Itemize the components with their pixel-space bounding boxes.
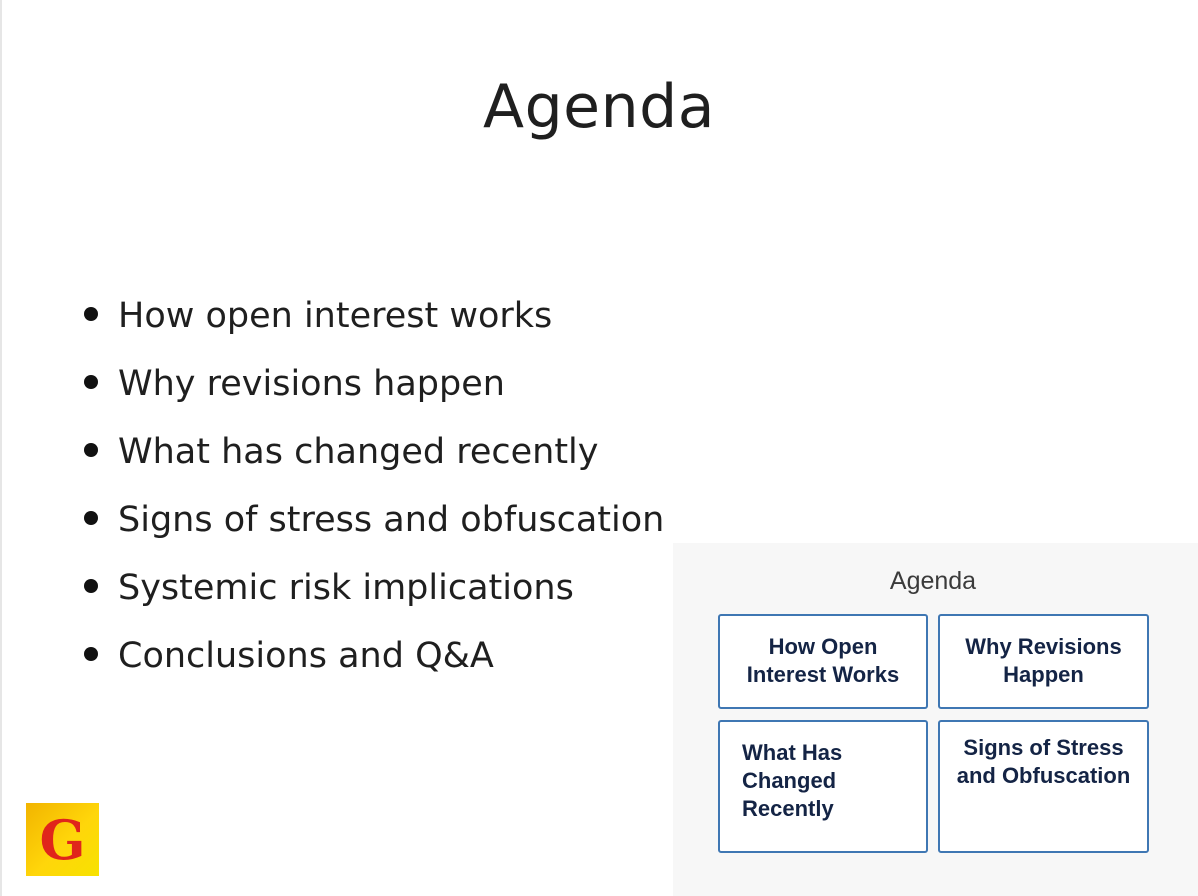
inset-title: Agenda (889, 567, 977, 595)
list-item (82, 428, 664, 496)
bullet-icon (84, 443, 98, 457)
bullet-text: What has changed recently (118, 431, 599, 472)
list-item (82, 632, 664, 700)
agenda-card-label: Signs of Stress and Obfuscation (956, 735, 1131, 788)
list-item (82, 292, 664, 360)
bullet-icon (84, 511, 98, 525)
bullet-text: Signs of stress and obfuscation (118, 499, 665, 540)
list-item (82, 360, 664, 428)
agenda-card (718, 720, 928, 853)
agenda-inset-panel (673, 543, 1198, 896)
bullet-text: Conclusions and Q&A (118, 635, 494, 676)
slide-title: Agenda (483, 72, 715, 142)
bullet-icon (84, 307, 98, 321)
bullet-text: Why revisions happen (118, 363, 505, 404)
agenda-card (938, 614, 1149, 709)
agenda-card (938, 720, 1149, 853)
logo (26, 803, 99, 876)
agenda-card-label: What Has Changed Recently (742, 740, 843, 821)
agenda-card-label: Why Revisions Happen (965, 634, 1122, 687)
bullet-text: Systemic risk implications (118, 567, 574, 608)
agenda-bullet-list (82, 292, 664, 700)
bullet-icon (84, 375, 98, 389)
agenda-card (718, 614, 928, 709)
list-item (82, 564, 664, 632)
bullet-text: How open interest works (118, 295, 553, 336)
bullet-icon (84, 579, 98, 593)
bullet-icon (84, 647, 98, 661)
list-item (82, 496, 664, 564)
agenda-card-label: How Open Interest Works (746, 634, 900, 687)
logo-letter: G (39, 808, 86, 872)
